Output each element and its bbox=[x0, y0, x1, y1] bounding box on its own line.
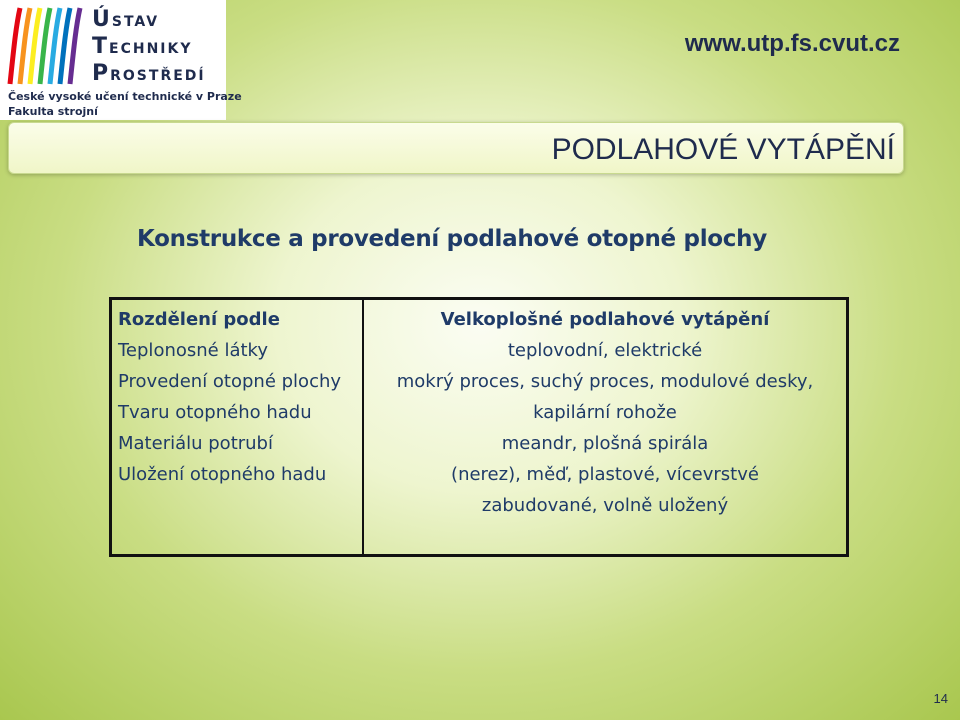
table-row-left: Tvaru otopného hadu bbox=[118, 402, 312, 423]
university-name: České vysoké učení technické v Praze bbox=[8, 90, 242, 103]
left-header: Rozdělení podle bbox=[118, 309, 280, 330]
faculty-name: Fakulta strojní bbox=[8, 105, 98, 118]
table-row-right: (nerez), měď, plastové, vícevrstvé bbox=[451, 464, 759, 485]
page-number: 14 bbox=[933, 691, 948, 706]
table-row-right: teplovodní, elektrické bbox=[507, 340, 703, 361]
website-url[interactable]: www.utp.fs.cvut.cz bbox=[684, 30, 900, 57]
table-row-left: Materiálu potrubí bbox=[118, 433, 273, 454]
classification-table bbox=[109, 297, 849, 557]
table-row-left: Provedení otopné plochy bbox=[118, 371, 342, 392]
logo-stripes-icon bbox=[6, 6, 90, 86]
table-right-column bbox=[363, 299, 848, 556]
logo-line-techniky: TECHNIKY bbox=[92, 34, 193, 59]
table-row-right: zabudované, volně uložený bbox=[481, 495, 729, 516]
slide-subtitle: Konstrukce a provedení podlahové otopné plochy bbox=[137, 226, 767, 252]
table-row-right: meandr, plošná spirála bbox=[501, 433, 709, 454]
title-bar bbox=[8, 122, 904, 174]
table-row-right: mokrý proces, suchý proces, modulové desky, kapilární rohože bbox=[396, 371, 814, 423]
right-header: Velkoplošné podlahové vytápění bbox=[440, 309, 770, 330]
slide-title: PODLAHOVÉ VYTÁPĚNÍ bbox=[551, 133, 895, 166]
table-row-left: Uložení otopného hadu bbox=[118, 464, 327, 485]
table-row-left: Teplonosné látky bbox=[118, 340, 268, 361]
logo-line-ustav: ÚSTAV bbox=[92, 7, 160, 32]
table-left-column bbox=[111, 299, 364, 556]
logo-line-prostredi: PROSTŘEDÍ bbox=[92, 61, 206, 86]
institute-logo bbox=[0, 0, 242, 120]
